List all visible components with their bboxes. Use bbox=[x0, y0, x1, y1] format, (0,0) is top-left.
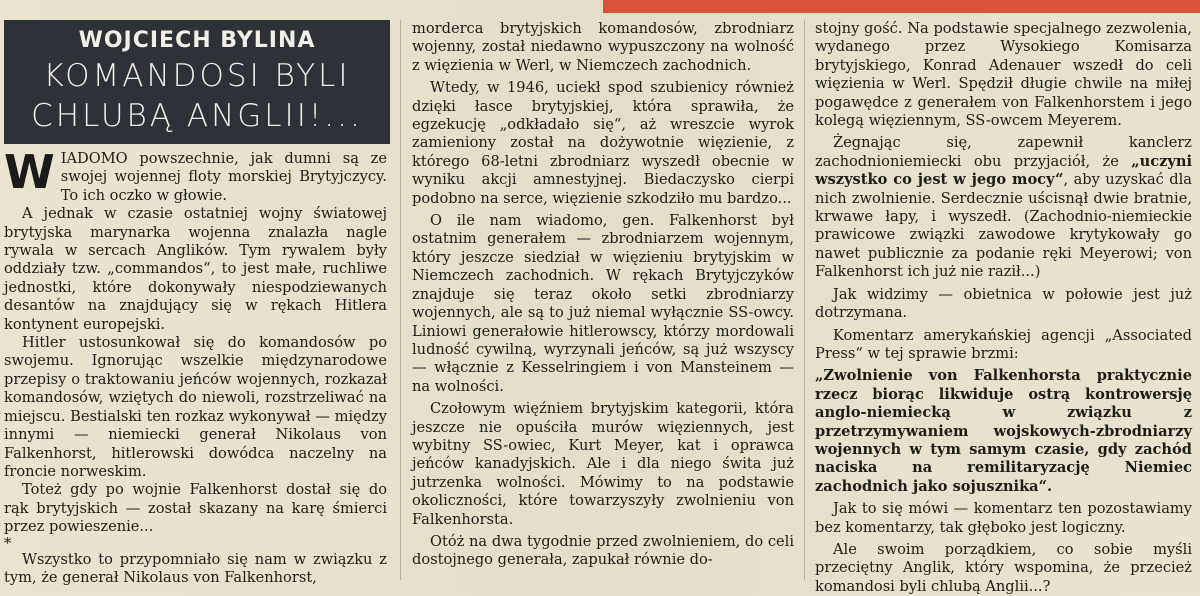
column-3 bbox=[815, 20, 1192, 596]
paragraph: Jak widzimy — obietnica w połowie jest już dotrzymana. bbox=[815, 285, 1192, 322]
paragraph: Toteż gdy po wojnie Falkenhorst dostał się do rąk brytyjskich — został skazany na karę śmierci przez powieszenie... bbox=[4, 481, 387, 536]
paragraph: Komentarz amerykańskiej agencji „Associated Press“ w tej sprawie brzmi: bbox=[815, 326, 1192, 362]
headline-box bbox=[4, 20, 390, 144]
paragraph bbox=[815, 134, 1192, 281]
headline-line-2: CHLUBĄ ANGLII!... bbox=[31, 98, 363, 134]
section-separator: * bbox=[4, 534, 12, 552]
paragraph-text: , aby uzyskać dla nich zwolnienie. Serdecznie uścisnął dwie bratnie, krwawe łapy, i wyszedł. (Zachodnio-niemieckie prawicowe związki zawodowe krytykowały go nawet publicznie za podanie ręki Meyerowi; von Falkenhorst ich już nie raził...) bbox=[815, 171, 1193, 281]
paragraph-text: Żegnając się, zapewnił kanclerz zachodnioniemiecki obu przyjaciół, że bbox=[815, 134, 1192, 170]
paragraph: Wszystko to przypomniało się nam w związku z tym, że generał Nikolaus von Falkenhorst, bbox=[4, 550, 387, 586]
paragraph: Ale swoim porządkiem, co sobie myśli przeciętny Anglik, który wspomina, że przecież komandosi byli chlubą Anglii...? bbox=[815, 540, 1192, 595]
paragraph: Hitler ustosunkował się do komandosów po swojemu. Ignorując wszelkie międzynarodowe przepisy o traktowaniu jeńców wojennych, rozkazał komandosów, wziętych do niewoli, rozstrzeliwać na miejscu. Bestialski ten rozkaz wykonywał — między innymi — niemiecki generał Nikolaus von Falkenhorst, hitlerowski dowódca naczelny na froncie norweskim. bbox=[4, 334, 387, 480]
column-2 bbox=[412, 20, 794, 570]
column-divider bbox=[400, 20, 401, 580]
paragraph-text: IADOMO powszechnie, jak dumni są ze swojej wojennej floty morskiej Brytyjczycy. To ich oczko w głowie. bbox=[60, 150, 387, 204]
paragraph: A jednak w czasie ostatniej wojny światowej brytyjska marynarka wojenna znalazła nagle rywala w sercach Anglików. Tym rywalem były oddziały tzw. „commandos“, to jest małe, ruchliwe jednostki, które dokonywały niespodziewanych desantów na znajdujący się w rękach Hitlera kontynent europejski. bbox=[4, 205, 387, 333]
paragraph: O ile nam wiadomo, gen. Falkenhorst był ostatnim generałem — zbrodniarzem wojennym, który jeszcze siedział w więzieniu brytyjskim w Niemczech zachodnich. W rękach Brytyjczyków znajduje się teraz około setki zbrodniarzy wojennych, ale są to już niemal wyłącznie SS-owcy. Liniowi generałowie hitlerowscy, którzy mordowali ludność cywilną, wyrzynali jeńców, są już wszyscy — włącznie z Kesselringiem i von Mansteinem — na wolności. bbox=[412, 212, 794, 395]
paragraph: Czołowym więźniem brytyjskim kategorii, która jeszcze nie opuściła murów więziennych, jest wybitny SS-owiec, Kurt Meyer, kat i oprawca jeńców kanadyjskich. Ale i dla niego świta już jutrzenka wolności. Mówimy to na podstawie okoliczności, które towarzyszyły zwolnieniu von Falkenhorsta. bbox=[412, 400, 794, 528]
paragraph: Jak to się mówi — komentarz ten pozostawiamy bez komentarzy, tak głęboko jest logiczny. bbox=[815, 500, 1192, 536]
headline-line-1: KOMANDOSI BYLI bbox=[43, 58, 351, 94]
paragraph: Wtedy, w 1946, uciekł spod szubienicy również dzięki łasce brytyjskiej, która sprawiła, że egzekucję „odkładało się“, aż wreszcie wyrok zamieniony został na dożywotnie więzienie, z którego 68-letni zbrodniarz wyszedł obecnie w wyniku akcji amnestyjnej. Biedaczysko cierpi podobno na serce, więzienie szkodziło mu bardzo... bbox=[412, 79, 794, 207]
author-name: WOJCIECH BYLINA bbox=[78, 28, 316, 53]
article-headline bbox=[4, 56, 390, 136]
paragraph: morderca brytyjskich komandosów, zbrodniarz wojenny, został niedawno wypuszczony na wolność z więzienia w Werl, w Niemczech zachodnich. bbox=[412, 20, 794, 74]
drop-cap: W bbox=[4, 145, 55, 199]
column-divider bbox=[804, 20, 805, 580]
paragraph: stojny gość. Na podstawie specjalnego zezwolenia, wydanego przez Wysokiego Komisarza brytyjskiego, Konrad Adenauer wszedł do celi więzienia w Werl. Spędził długie chwile na miłej pogawędce z generałem von Falkenhorstem i jego kolegą więziennym, SS-owcem Meyerem. bbox=[815, 20, 1192, 130]
agency-quote: „Zwolnienie von Falkenhorsta praktycznie rzecz biorąc likwiduje ostrą kontrowersję anglo-niemiecką w związku z przetrzymywaniem wojskowych-zbrodniarzy wojennych w tym samym czasie, gdy zachód naciska na remilitaryzację Niemiec zachodnich jako sojusznika“. bbox=[815, 367, 1192, 495]
emphasized-quote: „uczyni wszystko co jest w jego mocy“ bbox=[815, 152, 1192, 189]
red-accent-strip bbox=[603, 0, 1200, 13]
paragraph: Otóż na dwa tygodnie przed zwolnieniem, do celi dostojnego generała, zapukał równie do- bbox=[412, 532, 794, 569]
paragraph bbox=[4, 145, 387, 205]
column-1 bbox=[4, 145, 387, 587]
